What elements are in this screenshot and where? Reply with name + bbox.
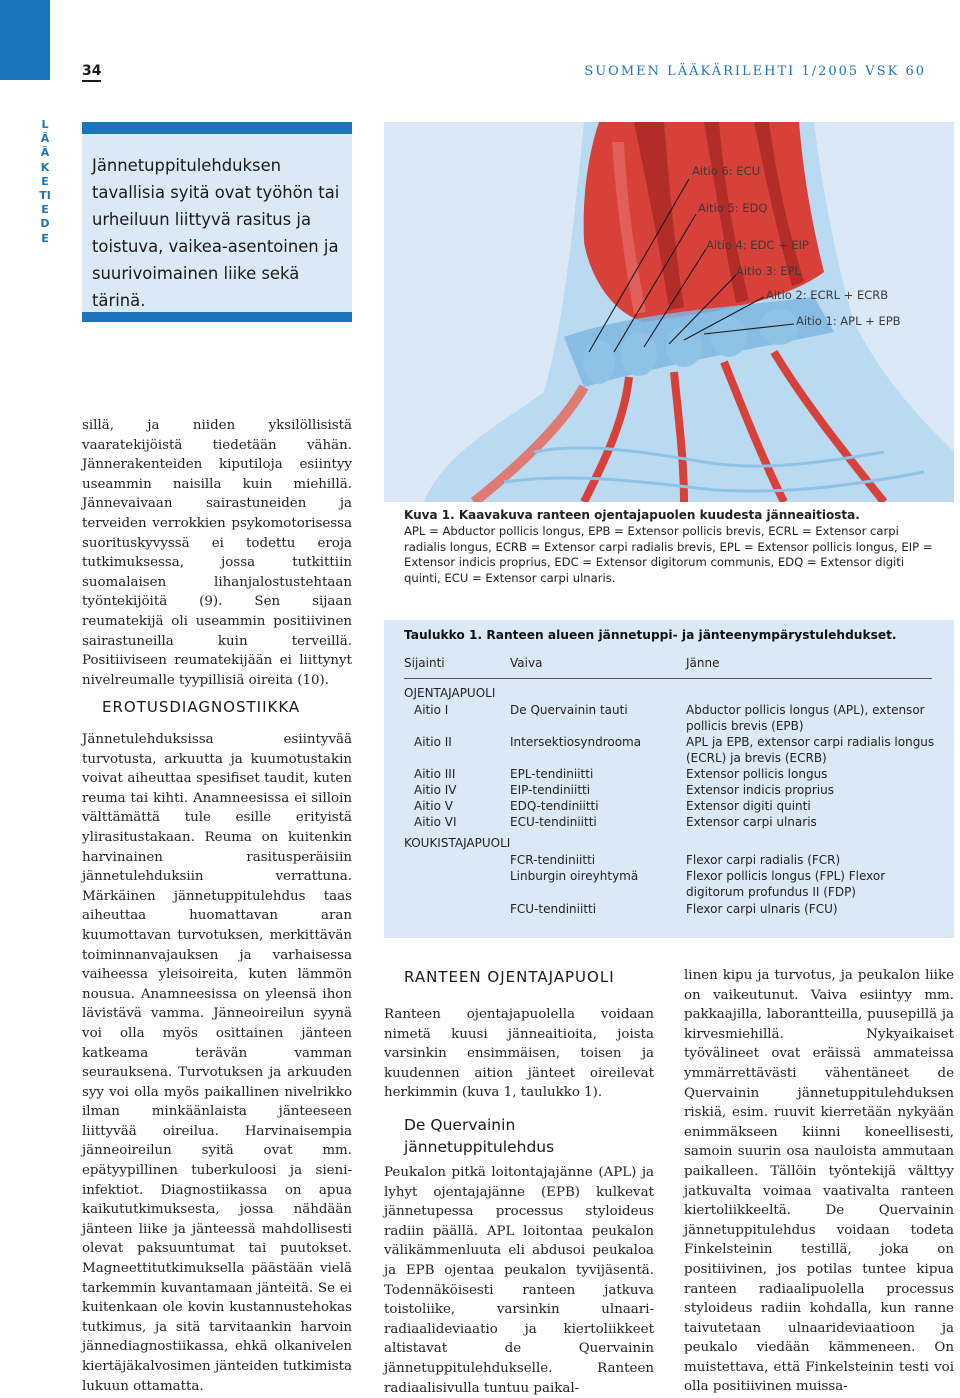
section-heading-ranteen-ojentajapuoli: RANTEEN OJENTAJAPUOLI [404,968,615,986]
section-heading-erotusdiagnostiikka: EROTUSDIAGNOSTIIKKA [102,698,301,716]
column-3-paragraph-1: linen kipu ja turvotus, ja peukalon liike on vaikeutunut. Vaiva esiintyy mm. pakkaajilla, laborantteilla, puusepillä ja kirvesmiehillä. Nykyaikaiset työvälineet ovat eräissä ammateissa ymmärrettävästi vähentäneet de Quervainin jännetuppitulehduksen riskiä, esim. ruuvit kierretään nykyään enimmäkseen kiinni koneellisesti, samoin suurin osa nauloista ammutaan paikalleen. Tällöin työntekijä välttyy jatkuvalta voimaa vaativalta ranteen kiertoliikkeeltä. De Quervainin jännetuppitulehdus voidaan todeta Finkelsteinin testillä, joka on positiivinen, jos potilas tuntee kipua ranteen radiaalipuolella processus styloideus radiin kohdalla, kun ranne taivutetaan ulnaarideviaatioon ja peukalo viedään kämmeneen. On muistettava, että Finkelsteinin testi voi olla positiivinen muissa- [684,968,954,1395]
pull-quote-box [82,122,352,322]
subheading-de-quervainin: De Quervainin jännetuppitulehdus [404,1116,555,1156]
compartment-label-6: Aitio 6: ECU [692,164,761,178]
compartment-label-1: Aitio 1: APL + EPB [796,314,901,328]
table-caption: Taulukko 1. Ranteen alueen jännetuppi- ja jänteenympärystulehdukset. [404,628,897,642]
table-1: Taulukko 1. Ranteen alueen jännetuppi- ja jänteenympärystulehdukset. Sijainti Vaiva Jänne OJENTAJAPUOLI Aitio I De Quervainin tauti Abductor pollicis longus (APL), extensor pollicis brevis (EPB) Aitio II Intersektiosyndrooma APL ja EPB, extensor carpi radialis longus (ECRL) ja brevis (ECRB) Aitio III EPL-tendiniitti Extensor pollicis longus Aitio IV EIP-tendiniitti Extensor indicis proprius Aitio V EDQ-tendiniitti Extensor digiti quinti Aitio VI ECU-tendiniitti Extensor carpi ulnaris KOUKISTAJAPUOLI FCR-tendiniitti Flexor carpi radialis (FCR) Linburgin oireyhtymä Flexor pollicis longus (FPL) Flexor digitorum profundus II (FDP) FCU-tendiniitti Flexor carpi ulnaris (FCU) [384,620,954,938]
page-number: 34 [82,62,101,82]
compartment-label-2: Aitio 2: ECRL + ECRB [766,288,889,302]
corner-accent-block [0,0,50,80]
column-2-paragraph-2: Peukalon pitkä loitontajajänne (APL) ja lyhyt ojentajajänne (EPB) kulkevat jännetupessa processus styloideus radiin päällä. APL loitontaa peukalon välikämmenluuta eli abdusoi peukaloa ja EPB ojentaa peukalon tyvijäsentä. Todennäköisesti ranteen jatkuva toistoliike, varsinkin ulnaari-radiaalideviaatio ja kiertoliikkeet altistavat de Quervainin jännetuppitulehdukselle. Ranteen radiaalisivulla tuntuu paikal- [384,1165,654,1396]
column-header-janne: Jänne [686,656,720,670]
figure-caption [404,508,944,587]
column-2-paragraph-1: Ranteen ojentajapuolella voidaan nimetä kuusi jänneaitioita, joista varsinkin ensimmäisen, toisen ja kuudennen aition jänteet oireilevat herkimmin (kuva 1, taulukko 1). [384,1007,654,1101]
figure-caption-title: Kuva 1. Kaavakuva ranteen ojentajapuolen kuudesta jänneaitiosta. [404,508,860,522]
column-1-paragraph-1: sillä, ja niiden yksilöllisistä vaaratekijöistä tiedetään vähän. Jännerakenteiden kiputiloja esiintyy useammin naisilla kuin miehillä. Jännevaivaan sairastuneiden ja terveiden verrokkien psykomotorisessa suorituskyvyssä ei todettu eroja tutkimuksessa, jossa tutkittiin suomalaisen lihanjalostustehtaan työntekijöitä (9). Sen sijaan reumatekijä oli useammin positiivinen sairastuneilla kuin terveillä. Positiiviseen reumatekijään ei liittynyt nivelreumalle tyypillisiä oireita (10). [82,418,352,688]
compartment-label-4: Aitio 4: EDC + EIP [706,238,809,252]
column-header-vaiva: Vaiva [510,656,543,670]
compartment-label-3: Aitio 3: EPL [736,264,801,278]
wrist-figure [384,122,954,502]
wrist-anatomy-illustration [384,122,954,502]
compartment-label-5: Aitio 5: EDQ [698,201,768,215]
figure-caption-text: APL = Abductor pollicis longus, EPB = Extensor pollicis brevis, ECRL = Extensor carpi radialis longus, ECRB = Extensor carpi radialis brevis, EPL = Extensor pollicis longus, EIP = Extensor indicis proprius, EDC = Extensor digitorum communis, EDQ = Extensor digiti quinti, ECU = Extensor carpi ulnaris. [404,523,933,586]
journal-running-title: SUOMEN LÄÄKÄRILEHTI 1/2005 VSK 60 [584,64,926,79]
table-header-row [404,656,932,679]
pull-quote-text: Jännetuppitulehduksen tavallisia syitä ovat työhön tai urheiluun liittyvä rasitus ja toistuva, vaikea-asentoinen ja suurivoimainen liike sekä tärinä. [92,156,340,310]
column-header-sijainti: Sijainti [404,656,445,670]
section-label: LÄÄKETIEDE [39,118,51,245]
column-1-paragraph-2: Jännetulehduksissa esiintyvää turvotusta, arkuutta ja kuumotustakin voivat aiheuttaa spesifiset taudit, kuten reuma tai kihti. Anamneesissa ei silloin välttämättä tule esille erityistä ylirasitustakaan. Reuma on kuitenkin harvinainen rasitusperäisiin jännetulehduksiin verrattuna. Märkäinen jännetuppitulehdus taas aiheuttaa huomattavan aran kuumottavan turvotuksen, merkittävän toiminnanvajauksen ja varhaisessa vaiheessa yleisoireita, kuten lämmön nousua. Anamneesissa on yleensä ihon lävistävä vamma. Jänneoireilun syynä voi olla myös osittainen jänteen katkeama terävän vamman seurauksena. Turvotuksen ja arkuuden syy voi olla myös paikallinen nivelrikko ilman minkäänlaista jänteeseen liittyvää oireilua. Harvinaisempia jänneoireilun syitä ovat mm. epätyypillinen tuberkuloosi ja sieni-infektiot. Diagnostiikassa on apua kaikututkimuksesta, jossa nähdään jänteen liike ja jänteessä mahdollisesti olevat paksuuntumat tai puutokset. Magneettitutkimuksella päästään vielä tarkemmin kuvantamaan jänteitä. Se ei kuitenkaan ole kovin kustannustehokas tutkimus, ja sitä tarvitaankin harvoin jännediagnostiikassa, ehkä olkanivelen kiertäjäkalvosimen jänteiden tutkimista lukuun ottamatta. [82,732,352,1394]
